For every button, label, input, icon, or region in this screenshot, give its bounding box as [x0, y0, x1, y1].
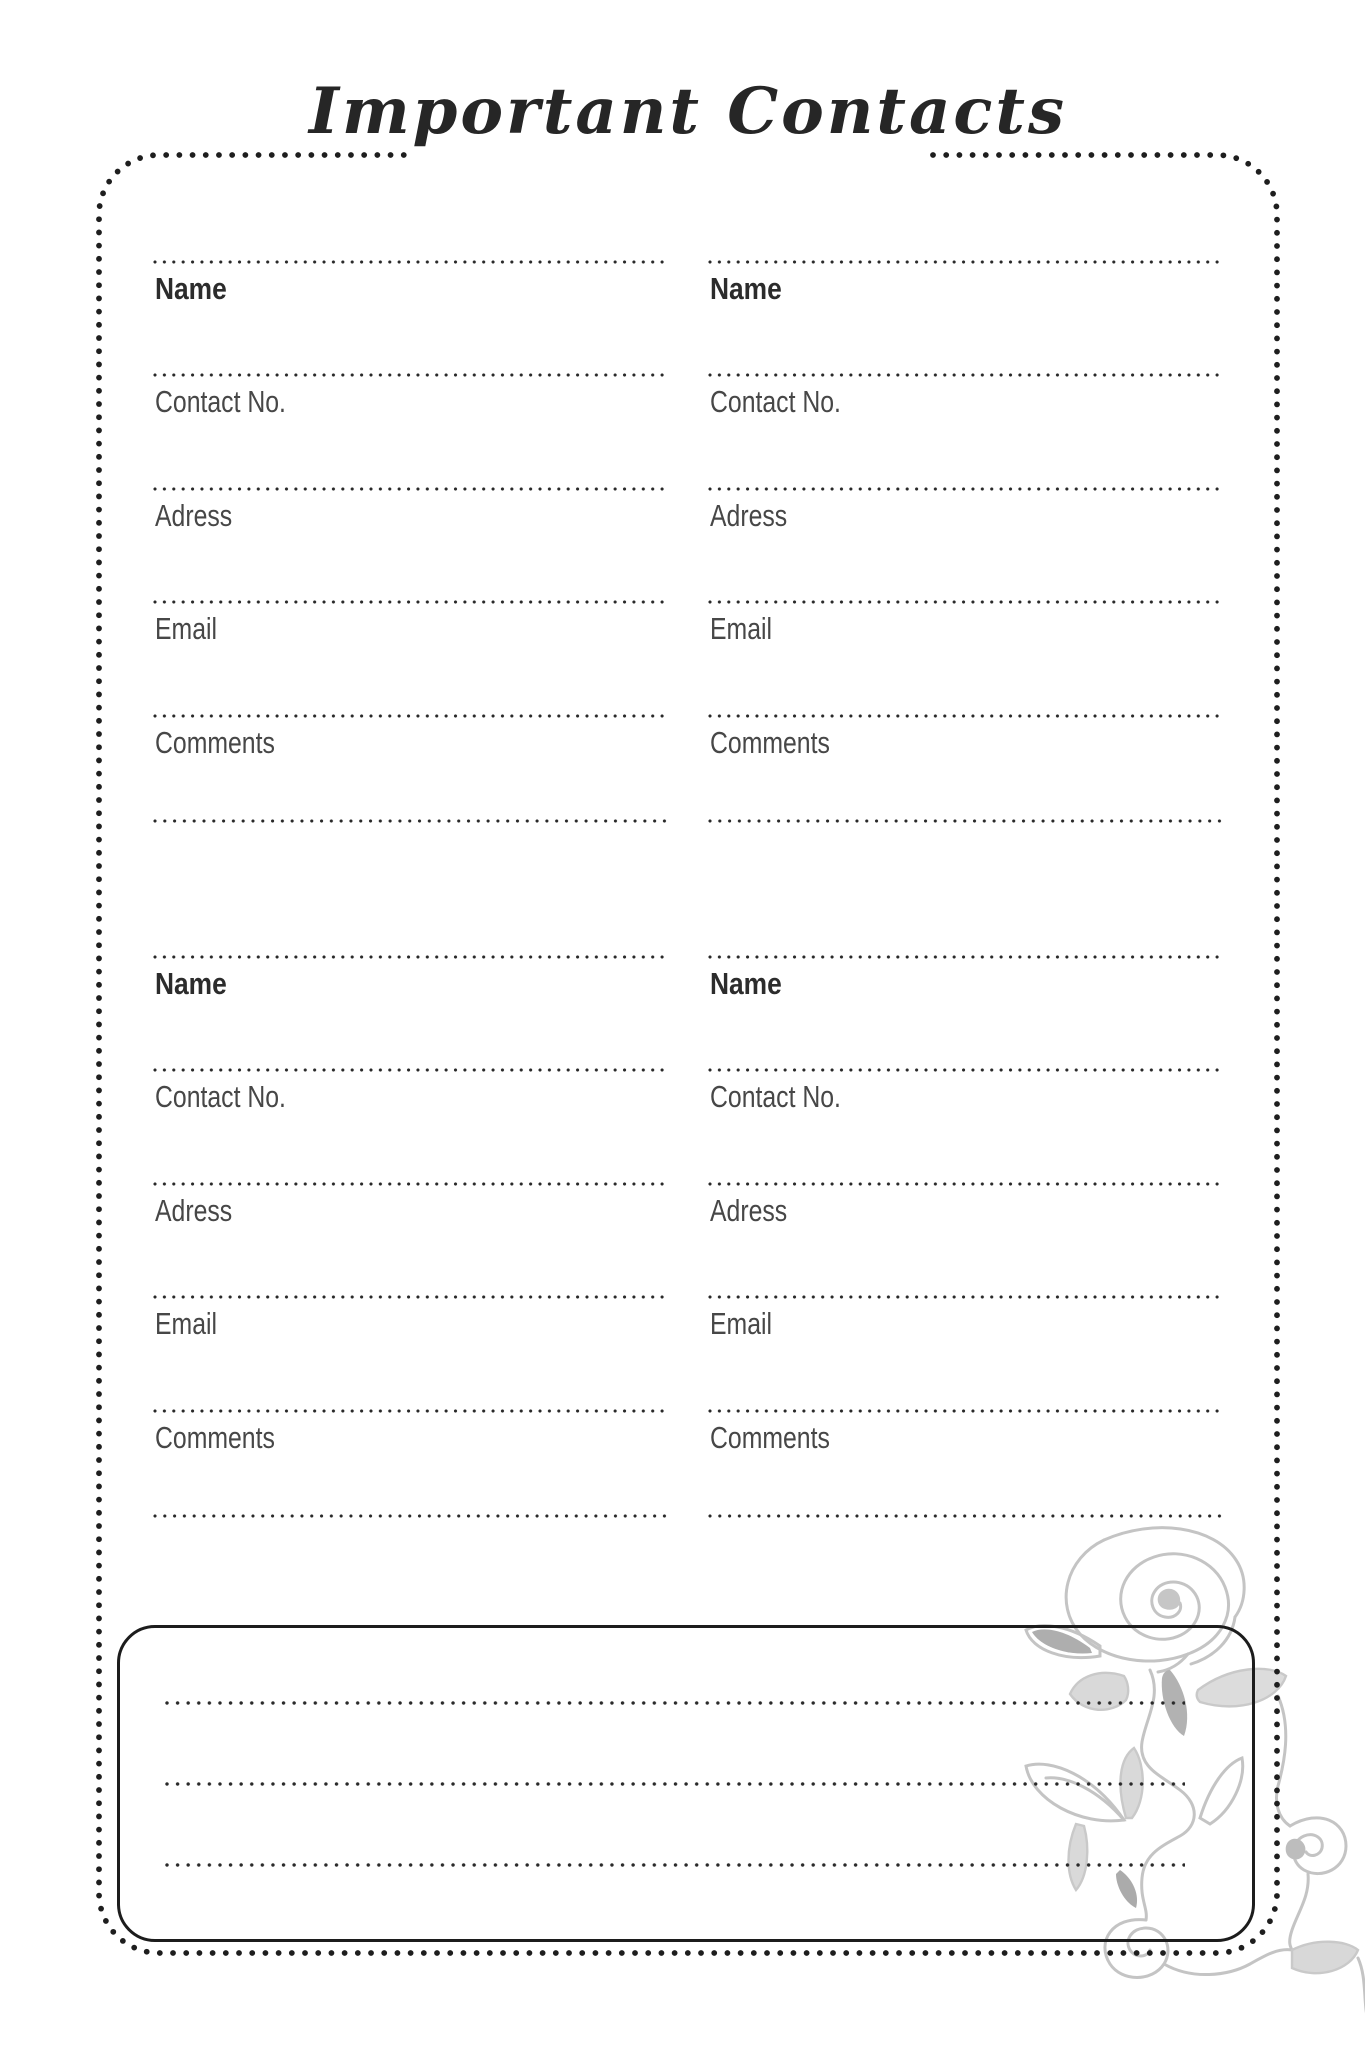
address-label: Adress	[155, 498, 233, 533]
write-line	[153, 373, 668, 377]
comments-field	[708, 714, 1223, 814]
write-line	[708, 1514, 1223, 1518]
write-line	[708, 373, 1223, 377]
address-field	[153, 1182, 668, 1282]
comments-label: Comments	[710, 1420, 830, 1455]
contact-block-1	[153, 260, 668, 870]
write-line	[708, 1409, 1223, 1413]
write-line	[708, 1295, 1223, 1299]
name-label: Name	[155, 271, 227, 306]
comments-field	[708, 1409, 1223, 1509]
name-field	[708, 955, 1223, 1055]
write-line	[153, 819, 668, 823]
contact-no-label: Contact No.	[710, 1079, 841, 1114]
name-label: Name	[155, 966, 227, 1001]
address-field	[708, 487, 1223, 587]
address-label: Adress	[155, 1193, 233, 1228]
rose-center-blob	[1158, 1589, 1181, 1610]
contact-block-4	[708, 955, 1223, 1565]
contact-block-2	[708, 260, 1223, 870]
comments-field	[153, 1409, 668, 1509]
address-field	[153, 487, 668, 587]
comments-field	[153, 714, 668, 814]
write-line	[708, 260, 1223, 264]
name-label: Name	[710, 966, 782, 1001]
leaf-icon	[1292, 1942, 1358, 1973]
contact-block-3	[153, 955, 668, 1565]
write-line	[708, 1182, 1223, 1186]
email-label: Email	[155, 611, 218, 646]
name-field	[708, 260, 1223, 360]
notes-write-line	[165, 1782, 1185, 1786]
write-line	[708, 600, 1223, 604]
email-field	[153, 600, 668, 700]
comments-label: Comments	[155, 1420, 275, 1455]
write-line	[153, 1409, 668, 1413]
write-line	[708, 487, 1223, 491]
email-label: Email	[155, 1306, 218, 1341]
contact-no-label: Contact No.	[710, 384, 841, 419]
comments-label: Comments	[710, 725, 830, 760]
notes-write-line	[165, 1863, 1185, 1867]
write-line	[708, 714, 1223, 718]
page-title: Important Contacts	[309, 74, 1067, 149]
contact-no-field	[153, 1068, 668, 1168]
email-field	[708, 600, 1223, 700]
write-line	[153, 714, 668, 718]
write-line	[153, 1514, 668, 1518]
comments-label: Comments	[155, 725, 275, 760]
write-line	[153, 260, 668, 264]
write-line	[153, 1182, 668, 1186]
write-line	[708, 1068, 1223, 1072]
write-line	[153, 1068, 668, 1072]
name-field	[153, 260, 668, 360]
write-line	[153, 487, 668, 491]
address-label: Adress	[710, 1193, 788, 1228]
write-line	[708, 819, 1223, 823]
address-label: Adress	[710, 498, 788, 533]
write-line	[153, 1295, 668, 1299]
name-field	[153, 955, 668, 1055]
write-line	[153, 600, 668, 604]
contact-no-label: Contact No.	[155, 384, 286, 419]
contact-no-field	[708, 373, 1223, 473]
email-label: Email	[710, 1306, 773, 1341]
email-label: Email	[710, 611, 773, 646]
name-label: Name	[710, 271, 782, 306]
email-field	[708, 1295, 1223, 1395]
swirl-blob	[1286, 1839, 1306, 1860]
contact-no-field	[708, 1068, 1223, 1168]
write-line	[708, 955, 1223, 959]
contact-no-field	[153, 373, 668, 473]
contact-no-label: Contact No.	[155, 1079, 286, 1114]
address-field	[708, 1182, 1223, 1282]
notes-write-line	[165, 1701, 1185, 1705]
email-field	[153, 1295, 668, 1395]
write-line	[153, 955, 668, 959]
